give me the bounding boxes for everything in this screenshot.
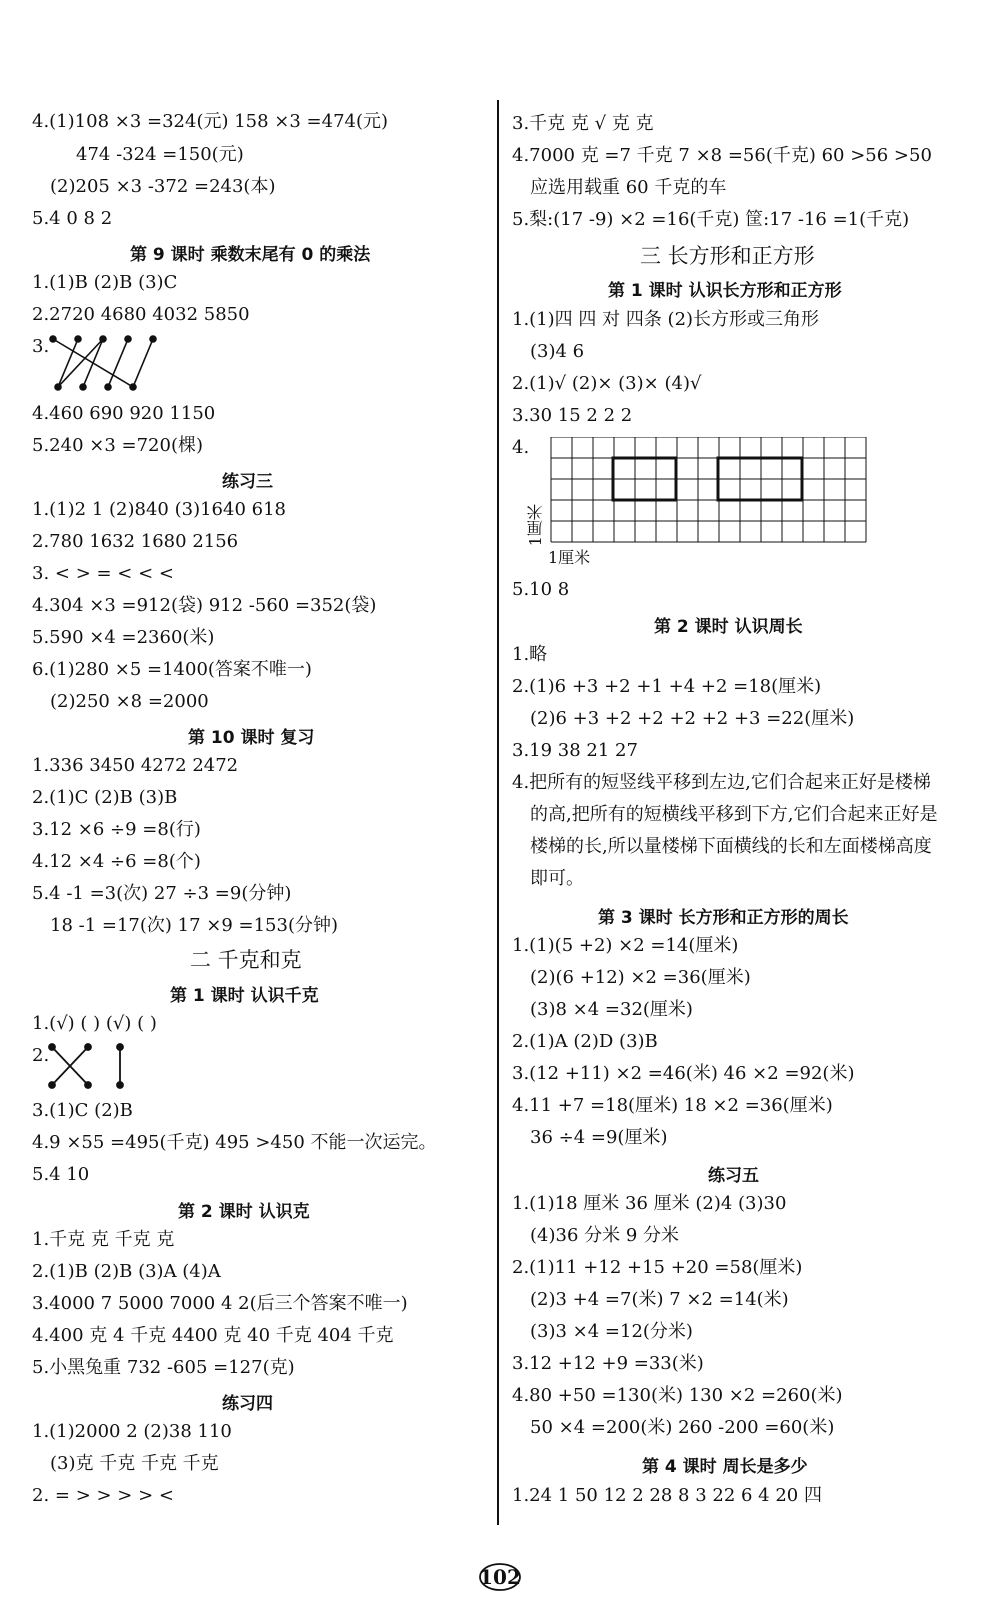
answer-line: 5.梨:(17 -9) ×2 =16(千克) 筐:17 -16 =1(千克) <box>512 209 910 230</box>
answer-line: 1.336 3450 4272 2472 <box>32 755 239 776</box>
lesson-heading: 练习四 <box>222 1394 273 1414</box>
answer-line: (2)205 ×3 -372 =243(本) <box>50 176 276 197</box>
grid-unit-label-horizontal: 1厘米 <box>548 548 591 567</box>
answer-line: 1.略 <box>512 644 548 665</box>
answer-line: 5.小黑兔重 732 -605 =127(克) <box>32 1357 295 1378</box>
lesson-heading: 第 1 课时 认识长方形和正方形 <box>608 281 842 301</box>
lesson-heading: 第 9 课时 乘数末尾有 0 的乘法 <box>130 245 371 265</box>
answer-line: 2. = > > > > < <box>32 1485 174 1506</box>
answer-line: 即可。 <box>530 868 584 889</box>
lesson-heading: 第 2 课时 认识周长 <box>654 617 803 637</box>
lesson-heading: 第 4 课时 周长是多少 <box>642 1457 808 1477</box>
lesson-heading: 练习五 <box>708 1166 759 1186</box>
answer-line: 4.460 690 920 1150 <box>32 403 216 424</box>
answer-line: (2)(6 +12) ×2 =36(厘米) <box>530 967 751 988</box>
answer-line: 4.11 +7 =18(厘米) 18 ×2 =36(厘米) <box>512 1095 833 1116</box>
answer-line: 3.(12 +11) ×2 =46(米) 46 ×2 =92(米) <box>512 1063 855 1084</box>
answer-line: 5.240 ×3 =720(棵) <box>32 435 203 456</box>
answer-line: 3.30 15 2 2 2 <box>512 405 633 426</box>
lesson-heading: 第 2 课时 认识克 <box>178 1202 310 1222</box>
matching-cross-figure <box>48 1043 138 1089</box>
answer-line: 3.12 ×6 ÷9 =8(行) <box>32 819 201 840</box>
answer-line: (2)3 +4 =7(米) 7 ×2 =14(米) <box>530 1289 789 1310</box>
answer-line: (2)6 +3 +2 +2 +2 +2 +3 =22(厘米) <box>530 708 855 729</box>
answer-line: 4.400 克 4 千克 4400 克 40 千克 404 千克 <box>32 1325 394 1346</box>
answer-line: 4. <box>512 437 530 458</box>
answer-line: 4.7000 克 =7 千克 7 ×8 =56(千克) 60 >56 >50 <box>512 145 932 166</box>
matching-lines-figure <box>48 333 160 393</box>
answer-line: 3.12 +12 +9 =33(米) <box>512 1353 704 1374</box>
grid-figure <box>550 437 880 543</box>
answer-line: 楼梯的长,所以量楼梯下面横线的长和左面楼梯高度 <box>530 836 932 857</box>
answer-line: 3.19 38 21 27 <box>512 740 638 761</box>
answer-line: (3)8 ×4 =32(厘米) <box>530 999 693 1020</box>
answer-line: 1.(1)2 1 (2)840 (3)1640 618 <box>32 499 286 520</box>
answer-line: 应选用载重 60 千克的车 <box>530 177 727 198</box>
answer-line: (3)克 千克 千克 千克 <box>50 1453 219 1474</box>
answer-line: (2)250 ×8 =2000 <box>50 691 209 712</box>
answer-line: 1.(1)2000 2 (2)38 110 <box>32 1421 232 1442</box>
lesson-heading: 第 1 课时 认识千克 <box>170 986 319 1006</box>
answer-line: 4.12 ×4 ÷6 =8(个) <box>32 851 201 872</box>
answer-line: 5.4 10 <box>32 1164 90 1185</box>
answer-line: 2. <box>32 1045 50 1066</box>
answer-line: 474 -324 =150(元) <box>76 144 244 165</box>
answer-line: (3)3 ×4 =12(分米) <box>530 1321 693 1342</box>
answer-line: 3.千克 克 √ 克 克 <box>512 113 654 134</box>
lesson-heading: 第 3 课时 长方形和正方形的周长 <box>598 908 849 928</box>
answer-line: 2.(1)6 +3 +2 +1 +4 +2 =18(厘米) <box>512 676 822 697</box>
answer-line: 3. <box>32 336 50 357</box>
answer-line: (3)4 6 <box>530 341 585 362</box>
answer-line: 2.(1)C (2)B (3)B <box>32 787 178 808</box>
grid-unit-label-vertical: 1厘米 <box>526 504 545 547</box>
lesson-heading: 练习三 <box>222 472 273 492</box>
answer-line: 的高,把所有的短横线平移到下方,它们合起来正好是 <box>530 804 938 825</box>
answer-line: 18 -1 =17(次) 17 ×9 =153(分钟) <box>50 915 338 936</box>
answer-line: 4.80 +50 =130(米) 130 ×2 =260(米) <box>512 1385 843 1406</box>
answer-line: 5.4 0 8 2 <box>32 208 113 229</box>
column-divider <box>497 100 499 1525</box>
answer-line: 2.(1)11 +12 +15 +20 =58(厘米) <box>512 1257 803 1278</box>
answer-line: 2.780 1632 1680 2156 <box>32 531 239 552</box>
answer-line: 1.(1)四 四 对 四条 (2)长方形或三角形 <box>512 309 820 330</box>
answer-line: 3. < > = < < < <box>32 563 174 584</box>
answer-line: 2.(1)√ (2)× (3)× (4)√ <box>512 373 702 394</box>
answer-line: 1.千克 克 千克 克 <box>32 1229 175 1250</box>
answer-line: 1.24 1 50 12 2 28 8 3 22 6 4 20 四 <box>512 1485 822 1506</box>
answer-line: 4.9 ×55 =495(千克) 495 >450 不能一次运完。 <box>32 1132 437 1153</box>
lesson-heading: 第 10 课时 复习 <box>188 728 315 748</box>
answer-line: 1.(1)18 厘米 36 厘米 (2)4 (3)30 <box>512 1193 787 1214</box>
answer-line: 2.(1)A (2)D (3)B <box>512 1031 658 1052</box>
answer-line: 3.4000 7 5000 7000 4 2(后三个答案不唯一) <box>32 1293 408 1314</box>
answer-line: 1.(√) ( ) (√) ( ) <box>32 1013 157 1034</box>
unit-title: 三 长方形和正方形 <box>640 244 815 268</box>
answer-line: 4.(1)108 ×3 =324(元) 158 ×3 =474(元) <box>32 111 389 132</box>
page-number-text: 102 <box>479 1565 521 1589</box>
answer-line: 5.4 -1 =3(次) 27 ÷3 =9(分钟) <box>32 883 292 904</box>
answer-line: 6.(1)280 ×5 =1400(答案不唯一) <box>32 659 312 680</box>
answer-line: 1.(1)B (2)B (3)C <box>32 272 178 293</box>
answer-line: 2.2720 4680 4032 5850 <box>32 304 250 325</box>
answer-line: 4.304 ×3 =912(袋) 912 -560 =352(袋) <box>32 595 377 616</box>
answer-line: 2.(1)B (2)B (3)A (4)A <box>32 1261 221 1282</box>
answer-line: 3.(1)C (2)B <box>32 1100 133 1121</box>
answer-line: 50 ×4 =200(米) 260 -200 =60(米) <box>530 1417 835 1438</box>
answer-line: 36 ÷4 =9(厘米) <box>530 1127 668 1148</box>
unit-title: 二 千克和克 <box>190 948 302 972</box>
answer-line: 4.把所有的短竖线平移到左边,它们合起来正好是楼梯 <box>512 772 931 793</box>
answer-line: (4)36 分米 9 分米 <box>530 1225 680 1246</box>
page-number <box>478 1562 522 1592</box>
answer-line: 5.590 ×4 =2360(米) <box>32 627 215 648</box>
answer-line: 1.(1)(5 +2) ×2 =14(厘米) <box>512 935 739 956</box>
answer-line: 5.10 8 <box>512 579 570 600</box>
